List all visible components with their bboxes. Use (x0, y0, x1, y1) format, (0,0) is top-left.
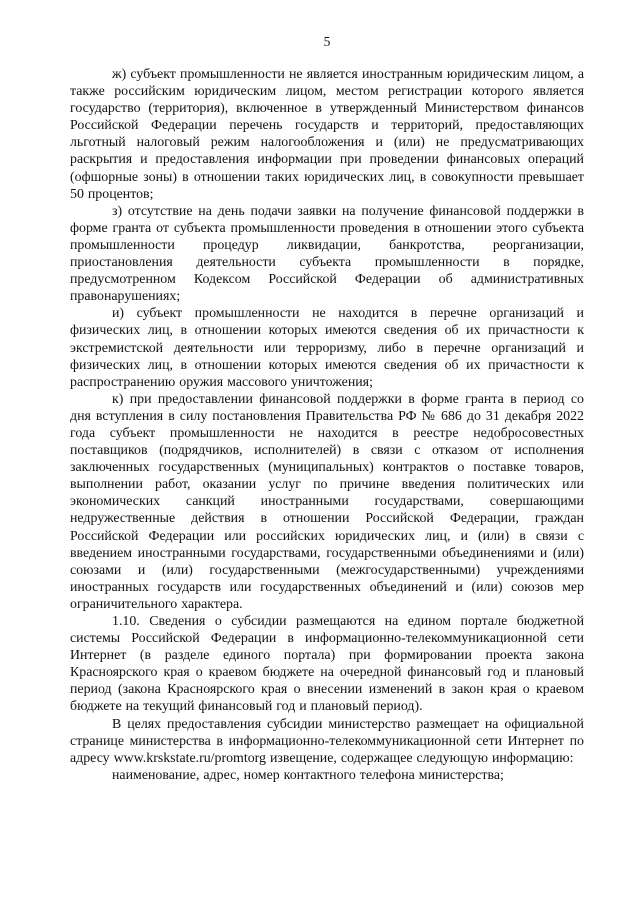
paragraph-z-no-liquidation: з) отсутствие на день подачи заявки на получение финансовой поддержки в форме гранта от субъекта промышленности проведения в отношении этого субъекта промышленности процедур ликвидации, банкротства, реорганизации, приостановления деятельности субъекта промышленности в порядке, предусмотренном Кодексом Российской Федерации об административных правонарушениях; (70, 203, 584, 305)
paragraph-1-10-subsidy-info: 1.10. Сведения о субсидии размещаются на едином портале бюджетной системы Российской Федерации в информационно-телекоммуникационной сети Интернет (в разделе единого портала) при формировании проекта закона Красноярского края о краевом бюджете на очередной финансовый год и плановый период (закона Красноярского края о внесении изменений в закон края о краевом бюджете на текущий финансовый год и плановый период). (70, 614, 584, 715)
paragraph-ministry-contacts: наименование, адрес, номер контактного телефона министерства; (112, 767, 504, 783)
paragraph-zh-foreign-entity: ж) субъект промышленности не является иностранным юридическим лицом, а также российским юридическим лицом, местом регистрации которого является государство (территория), включенное в утвержденный Министерством финансов Российской Федерации перечень государств и территорий, предоставляющих льготный налоговый режим налогообложения и (или) не предусматривающих раскрытия и предоставления информации при проведении финансовых операций (офшорные зоны) в отношении таких юридических лиц, в совокупности превышает 50 процентов; (70, 67, 584, 202)
page-number: 5 (323, 34, 331, 49)
paragraph-k-unfair-suppliers: к) при предоставлении финансовой поддержки в форме гранта в период со дня вступления в силу постановления Правительства РФ № 686 до 31 декабря 2022 года субъект промышленности не находится в реестре недобросовестных поставщиков (подрядчиков, исполнителей) в связи с отказом от исполнения заключенных государственных (муниципальных) контрактов о поставке товаров, выполнении работ, оказании услуг по причине введения политических или экономических санкций иностранными государствами, совершающими недружественные действия в отношении Российской Федерации, граждан Российской Федерации или российских юридических лиц, и (или) в связи с введением иностранными государствами, государственными объединениями и (или) союзами и (или) государственными (межгосударственными) учреждениями иностранных государств или государственных объединений и (или) союзов мер ограничительного характера. (70, 391, 584, 612)
paragraph-notice-publication: В целях предоставления субсидии министерство размещает на официальной странице министерства в информационно-телекоммуникационной сети Интернет по адресу www.krskstate.ru/promtorg извещение, содержащее следующую информацию: (70, 716, 584, 766)
paragraph-i-extremism-list: и) субъект промышленности не находится в перечне организаций и физических лиц, в отношении которых имеются сведения об их причастности к экстремистской деятельности или терроризму, либо в перечне организаций и физических лиц, в отношении которых имеются сведения об их причастности к распространению оружия массового уничтожения; (70, 306, 584, 390)
